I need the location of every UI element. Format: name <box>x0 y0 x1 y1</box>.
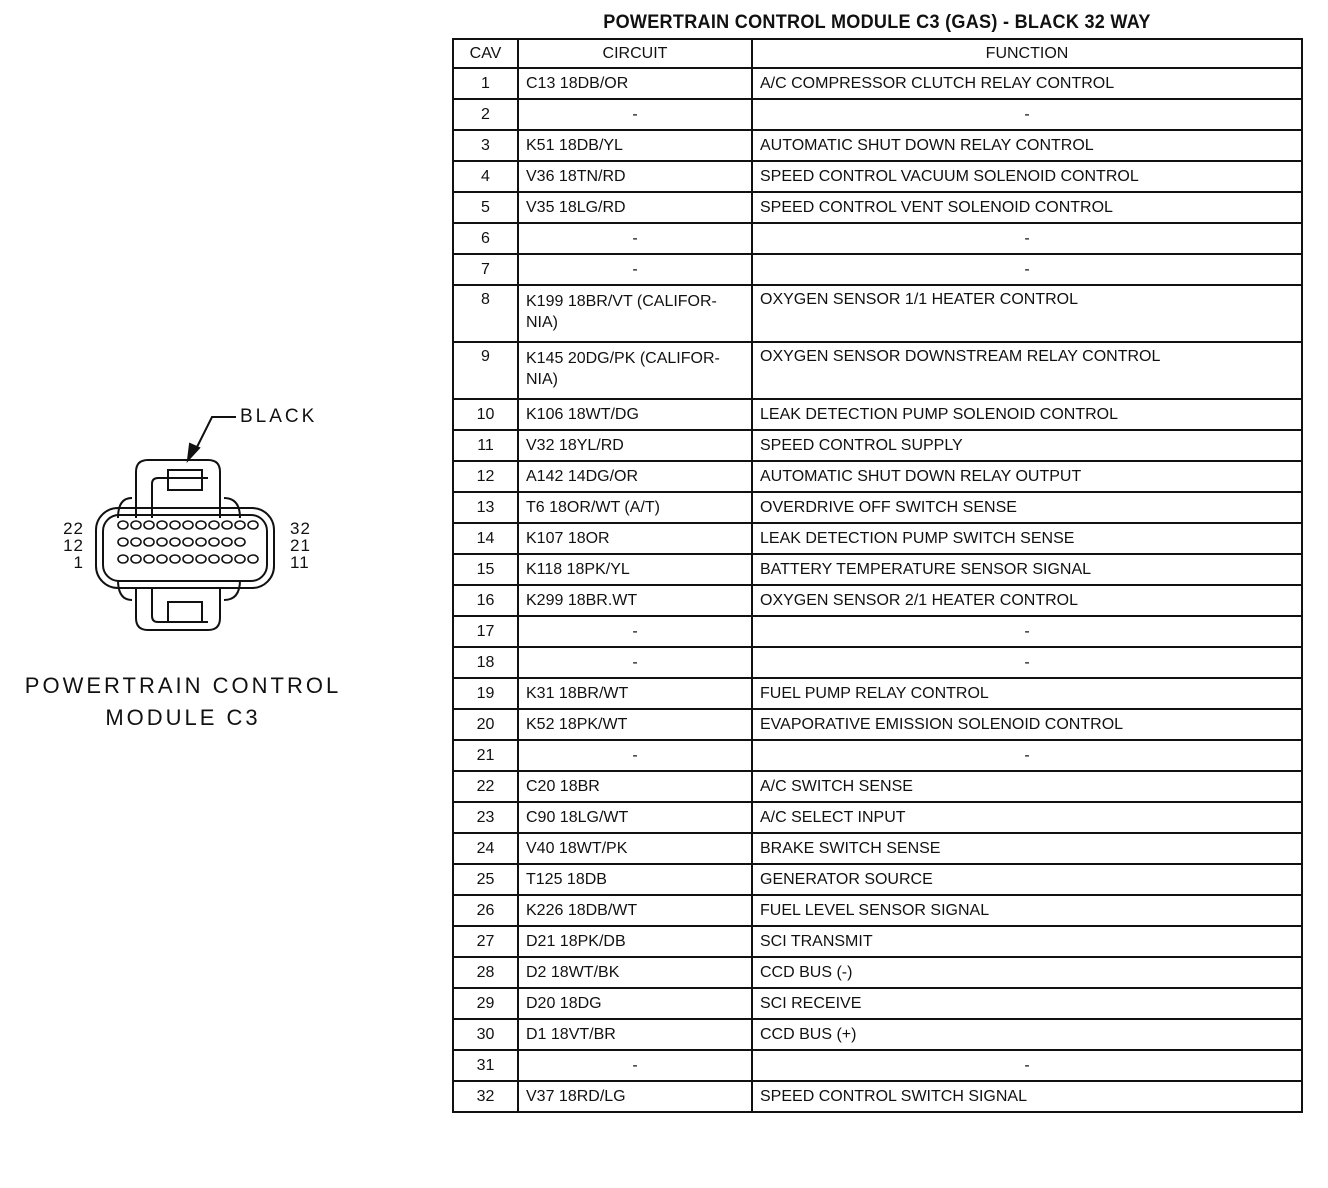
circuit-cell: - <box>518 223 752 254</box>
function-cell: CCD BUS (-) <box>752 957 1302 988</box>
caption-line: POWERTRAIN CONTROL <box>24 673 342 698</box>
cav-cell: 6 <box>453 223 518 254</box>
table-row <box>453 99 1302 130</box>
cav-cell: 15 <box>453 554 518 585</box>
function-cell: - <box>752 99 1302 130</box>
pin-number: 32 <box>290 519 311 538</box>
diagram-caption <box>18 670 348 734</box>
pin-number: 22 <box>63 519 84 538</box>
function-cell: OXYGEN SENSOR 2/1 HEATER CONTROL <box>752 585 1302 616</box>
connector-diagram <box>0 380 420 740</box>
cav-cell: 9 <box>453 342 518 399</box>
circuit-cell: C13 18DB/OR <box>518 68 752 99</box>
column-header-cav: CAV <box>453 39 518 68</box>
cav-cell: 3 <box>453 130 518 161</box>
cav-cell: 25 <box>453 864 518 895</box>
function-cell: AUTOMATIC SHUT DOWN RELAY OUTPUT <box>752 461 1302 492</box>
circuit-cell: K31 18BR/WT <box>518 678 752 709</box>
pin-number: 21 <box>290 536 311 555</box>
table-row <box>453 492 1302 523</box>
function-cell: LEAK DETECTION PUMP SWITCH SENSE <box>752 523 1302 554</box>
cav-cell: 21 <box>453 740 518 771</box>
table-row <box>453 616 1302 647</box>
table-row <box>453 68 1302 99</box>
function-cell: FUEL LEVEL SENSOR SIGNAL <box>752 895 1302 926</box>
function-cell: OXYGEN SENSOR 1/1 HEATER CONTROL <box>752 285 1302 342</box>
cav-cell: 2 <box>453 99 518 130</box>
function-cell: GENERATOR SOURCE <box>752 864 1302 895</box>
function-cell: - <box>752 223 1302 254</box>
column-header-function: FUNCTION <box>752 39 1302 68</box>
function-cell: SCI TRANSMIT <box>752 926 1302 957</box>
table-row <box>453 1081 1302 1112</box>
table-row <box>453 709 1302 740</box>
circuit-cell: A142 14DG/OR <box>518 461 752 492</box>
table-row <box>453 342 1302 399</box>
circuit-cell: V37 18RD/LG <box>518 1081 752 1112</box>
cav-cell: 17 <box>453 616 518 647</box>
circuit-cell: K52 18PK/WT <box>518 709 752 740</box>
circuit-cell: D1 18VT/BR <box>518 1019 752 1050</box>
table-row <box>453 223 1302 254</box>
table-title: POWERTRAIN CONTROL MODULE C3 (GAS) - BLACK 32 WAY <box>603 12 1151 33</box>
table-row <box>453 771 1302 802</box>
table-row <box>453 740 1302 771</box>
function-cell: A/C SWITCH SENSE <box>752 771 1302 802</box>
table-row <box>453 254 1302 285</box>
table-row <box>453 285 1302 342</box>
cav-cell: 29 <box>453 988 518 1019</box>
connector-color-label: BLACK <box>240 406 318 427</box>
table-row <box>453 988 1302 1019</box>
function-cell: - <box>752 740 1302 771</box>
function-cell: - <box>752 1050 1302 1081</box>
cav-cell: 4 <box>453 161 518 192</box>
function-cell: EVAPORATIVE EMISSION SOLENOID CONTROL <box>752 709 1302 740</box>
function-cell: - <box>752 616 1302 647</box>
circuit-cell: - <box>518 254 752 285</box>
circuit-cell: V32 18YL/RD <box>518 430 752 461</box>
circuit-cell: K145 20DG/PK (CALIFOR- NIA) <box>518 342 752 399</box>
circuit-cell: K51 18DB/YL <box>518 130 752 161</box>
pin-number: 12 <box>63 536 84 555</box>
cav-cell: 30 <box>453 1019 518 1050</box>
table-row <box>453 192 1302 223</box>
circuit-cell: - <box>518 740 752 771</box>
cav-cell: 23 <box>453 802 518 833</box>
cav-cell: 19 <box>453 678 518 709</box>
function-cell: BRAKE SWITCH SENSE <box>752 833 1302 864</box>
table-header-row <box>453 39 1302 68</box>
table-row <box>453 833 1302 864</box>
function-cell: SPEED CONTROL SWITCH SIGNAL <box>752 1081 1302 1112</box>
table-row <box>453 430 1302 461</box>
function-cell: LEAK DETECTION PUMP SOLENOID CONTROL <box>752 399 1302 430</box>
table-row <box>453 1050 1302 1081</box>
circuit-cell: - <box>518 647 752 678</box>
cav-cell: 22 <box>453 771 518 802</box>
caption-line: MODULE C3 <box>105 705 261 730</box>
function-cell: FUEL PUMP RELAY CONTROL <box>752 678 1302 709</box>
table-row <box>453 802 1302 833</box>
function-cell: BATTERY TEMPERATURE SENSOR SIGNAL <box>752 554 1302 585</box>
circuit-cell: - <box>518 1050 752 1081</box>
table-row <box>453 523 1302 554</box>
circuit-cell: K199 18BR/VT (CALIFOR- NIA) <box>518 285 752 342</box>
function-cell: - <box>752 254 1302 285</box>
cav-cell: 32 <box>453 1081 518 1112</box>
table-row <box>453 130 1302 161</box>
function-cell: A/C SELECT INPUT <box>752 802 1302 833</box>
table-row <box>453 957 1302 988</box>
table-row <box>453 926 1302 957</box>
circuit-cell: D20 18DG <box>518 988 752 1019</box>
circuit-cell: C90 18LG/WT <box>518 802 752 833</box>
cav-cell: 26 <box>453 895 518 926</box>
circuit-cell: D21 18PK/DB <box>518 926 752 957</box>
table-row <box>453 864 1302 895</box>
cav-cell: 10 <box>453 399 518 430</box>
connector-pin-holes <box>118 521 258 563</box>
cav-cell: 8 <box>453 285 518 342</box>
cav-cell: 1 <box>453 68 518 99</box>
cav-cell: 20 <box>453 709 518 740</box>
table-row <box>453 1019 1302 1050</box>
circuit-cell: K106 18WT/DG <box>518 399 752 430</box>
cav-cell: 12 <box>453 461 518 492</box>
circuit-cell: V35 18LG/RD <box>518 192 752 223</box>
cav-cell: 16 <box>453 585 518 616</box>
cav-cell: 11 <box>453 430 518 461</box>
function-cell: SPEED CONTROL SUPPLY <box>752 430 1302 461</box>
function-cell: CCD BUS (+) <box>752 1019 1302 1050</box>
pin-numbers-left <box>54 520 84 571</box>
circuit-cell: C20 18BR <box>518 771 752 802</box>
pin-number: 1 <box>73 553 84 572</box>
table-row <box>453 554 1302 585</box>
table-row <box>453 647 1302 678</box>
circuit-cell: K226 18DB/WT <box>518 895 752 926</box>
circuit-cell: - <box>518 99 752 130</box>
cav-cell: 14 <box>453 523 518 554</box>
cav-cell: 18 <box>453 647 518 678</box>
function-cell: OVERDRIVE OFF SWITCH SENSE <box>752 492 1302 523</box>
pin-numbers-right <box>290 520 320 571</box>
table-row <box>453 678 1302 709</box>
circuit-cell: K299 18BR.WT <box>518 585 752 616</box>
function-cell: AUTOMATIC SHUT DOWN RELAY CONTROL <box>752 130 1302 161</box>
cav-cell: 27 <box>453 926 518 957</box>
circuit-cell: V40 18WT/PK <box>518 833 752 864</box>
circuit-cell: T125 18DB <box>518 864 752 895</box>
pin-number: 11 <box>290 553 310 572</box>
cav-cell: 31 <box>453 1050 518 1081</box>
cav-cell: 13 <box>453 492 518 523</box>
table-row <box>453 399 1302 430</box>
circuit-cell: K107 18OR <box>518 523 752 554</box>
circuit-cell: V36 18TN/RD <box>518 161 752 192</box>
table-row <box>453 161 1302 192</box>
table-row <box>453 585 1302 616</box>
cav-cell: 24 <box>453 833 518 864</box>
function-cell: SCI RECEIVE <box>752 988 1302 1019</box>
circuit-cell: T6 18OR/WT (A/T) <box>518 492 752 523</box>
function-cell: OXYGEN SENSOR DOWNSTREAM RELAY CONTROL <box>752 342 1302 399</box>
pinout-table <box>452 38 1303 1113</box>
circuit-cell: D2 18WT/BK <box>518 957 752 988</box>
circuit-cell: - <box>518 616 752 647</box>
cav-cell: 28 <box>453 957 518 988</box>
function-cell: A/C COMPRESSOR CLUTCH RELAY CONTROL <box>752 68 1302 99</box>
cav-cell: 7 <box>453 254 518 285</box>
circuit-cell: K118 18PK/YL <box>518 554 752 585</box>
table-row <box>453 461 1302 492</box>
column-header-circuit: CIRCUIT <box>518 39 752 68</box>
function-cell: - <box>752 647 1302 678</box>
table-row <box>453 895 1302 926</box>
cav-cell: 5 <box>453 192 518 223</box>
function-cell: SPEED CONTROL VACUUM SOLENOID CONTROL <box>752 161 1302 192</box>
function-cell: SPEED CONTROL VENT SOLENOID CONTROL <box>752 192 1302 223</box>
